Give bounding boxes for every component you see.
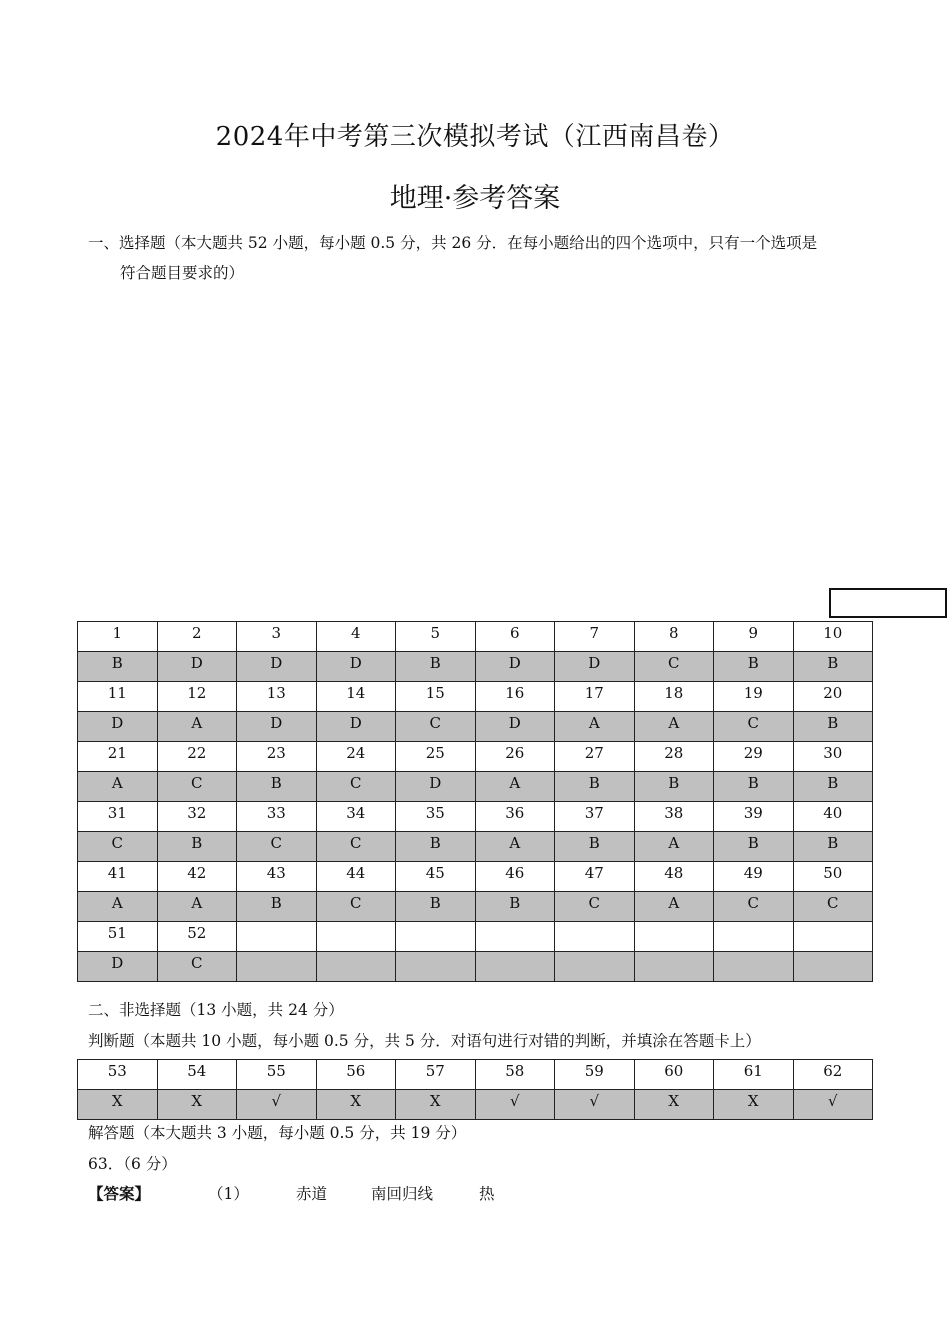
question-63-answer	[88, 1182, 495, 1204]
table-cell: 21	[78, 742, 158, 772]
table-cell: D	[316, 652, 396, 682]
table-cell: 9	[714, 622, 794, 652]
table-cell: A	[555, 712, 635, 742]
table-cell: C	[714, 712, 794, 742]
table-cell: 20	[793, 682, 873, 712]
answer-row	[78, 892, 873, 922]
table-cell: 49	[714, 862, 794, 892]
table-cell: 26	[475, 742, 555, 772]
section2-heading: 二、非选择题（13 小题，共 24 分）	[88, 1001, 344, 1019]
table-cell: C	[316, 892, 396, 922]
table-cell: B	[714, 652, 794, 682]
table-cell: 53	[78, 1060, 158, 1090]
table-cell: C	[78, 832, 158, 862]
table-cell: A	[634, 832, 714, 862]
table-cell: 48	[634, 862, 714, 892]
table-cell	[475, 952, 555, 982]
judge-heading: 判断题（本题共 10 小题，每小题 0.5 分，共 5 分．对语句进行对错的判断，并填涂在答题卡上）	[88, 1032, 761, 1050]
table-cell: 25	[396, 742, 476, 772]
table-cell	[316, 952, 396, 982]
table-cell: 42	[157, 862, 237, 892]
question-number-row	[78, 922, 873, 952]
table-cell: X	[714, 1090, 794, 1120]
table-cell: D	[237, 652, 317, 682]
table-cell: 34	[316, 802, 396, 832]
table-cell: C	[396, 712, 476, 742]
judge-answer-table	[77, 1059, 873, 1120]
table-cell: B	[793, 712, 873, 742]
table-cell: 29	[714, 742, 794, 772]
table-cell	[475, 922, 555, 952]
table-cell: X	[396, 1090, 476, 1120]
blank-box	[829, 588, 947, 618]
table-cell: 44	[316, 862, 396, 892]
table-cell: 17	[555, 682, 635, 712]
question-number-row	[78, 802, 873, 832]
table-cell: C	[555, 892, 635, 922]
table-cell: 36	[475, 802, 555, 832]
table-cell: 60	[634, 1060, 714, 1090]
table-cell: C	[316, 832, 396, 862]
table-cell: 8	[634, 622, 714, 652]
table-cell	[555, 952, 635, 982]
table-cell: 39	[714, 802, 794, 832]
table-cell: D	[555, 652, 635, 682]
table-cell: C	[316, 772, 396, 802]
table-cell: 32	[157, 802, 237, 832]
table-cell: 30	[793, 742, 873, 772]
answer-label: 【答案】	[88, 1184, 151, 1203]
table-cell: B	[237, 772, 317, 802]
table-cell: 19	[714, 682, 794, 712]
table-cell: 28	[634, 742, 714, 772]
table-cell: 35	[396, 802, 476, 832]
table-cell: A	[634, 892, 714, 922]
answer-row	[78, 712, 873, 742]
table-cell: √	[555, 1090, 635, 1120]
answer-row	[78, 652, 873, 682]
table-cell: 40	[793, 802, 873, 832]
table-cell: B	[237, 892, 317, 922]
answer-row	[78, 772, 873, 802]
table-cell	[316, 922, 396, 952]
table-cell: 4	[316, 622, 396, 652]
question-number-row	[78, 682, 873, 712]
table-cell: D	[396, 772, 476, 802]
table-cell: 59	[555, 1060, 635, 1090]
table-cell: B	[793, 652, 873, 682]
solve-heading: 解答题（本大题共 3 小题，每小题 0.5 分，共 19 分）	[88, 1124, 467, 1142]
table-cell: B	[555, 832, 635, 862]
section1-instructions	[88, 228, 878, 288]
table-cell: D	[157, 652, 237, 682]
table-cell: 11	[78, 682, 158, 712]
table-cell: A	[78, 772, 158, 802]
table-cell: 46	[475, 862, 555, 892]
answer-part: （1）	[208, 1185, 249, 1203]
table-cell	[555, 922, 635, 952]
table-cell: 51	[78, 922, 158, 952]
question-number-row	[78, 862, 873, 892]
table-cell: 62	[793, 1060, 873, 1090]
table-cell: A	[475, 772, 555, 802]
table-cell: 56	[316, 1060, 396, 1090]
table-cell: A	[475, 832, 555, 862]
table-cell	[237, 952, 317, 982]
table-cell: A	[157, 892, 237, 922]
table-cell: D	[237, 712, 317, 742]
table-cell: X	[157, 1090, 237, 1120]
question-number-row	[78, 742, 873, 772]
judge-number-row	[78, 1060, 873, 1090]
table-cell	[396, 922, 476, 952]
table-cell	[793, 952, 873, 982]
table-cell: X	[78, 1090, 158, 1120]
table-cell	[634, 952, 714, 982]
question-number-row	[78, 622, 873, 652]
table-cell: 15	[396, 682, 476, 712]
table-cell: √	[793, 1090, 873, 1120]
section1-line2: 符合题目要求的）	[120, 264, 245, 282]
table-cell: C	[634, 652, 714, 682]
table-cell: A	[634, 712, 714, 742]
table-cell: B	[78, 652, 158, 682]
table-cell: 43	[237, 862, 317, 892]
table-cell: B	[714, 832, 794, 862]
table-cell: X	[634, 1090, 714, 1120]
table-cell: 7	[555, 622, 635, 652]
table-cell: B	[793, 772, 873, 802]
table-cell: 38	[634, 802, 714, 832]
table-cell: A	[78, 892, 158, 922]
table-cell: 18	[634, 682, 714, 712]
table-cell: 52	[157, 922, 237, 952]
table-cell: D	[316, 712, 396, 742]
table-cell: D	[475, 652, 555, 682]
table-cell: 41	[78, 862, 158, 892]
table-cell: 10	[793, 622, 873, 652]
table-cell: B	[396, 652, 476, 682]
table-cell: 27	[555, 742, 635, 772]
table-cell	[237, 922, 317, 952]
table-cell: 6	[475, 622, 555, 652]
answer-1: 赤道	[296, 1185, 328, 1203]
table-cell: 5	[396, 622, 476, 652]
table-cell: 3	[237, 622, 317, 652]
section1-line1: 一、选择题（本大题共 52 小题，每小题 0.5 分，共 26 分．在每小题给出的四个选项中，只有一个选项是	[88, 234, 818, 252]
table-cell: D	[78, 952, 158, 982]
table-cell: B	[714, 772, 794, 802]
table-cell: 22	[157, 742, 237, 772]
answer-3: 热	[479, 1185, 495, 1203]
judge-answer-row	[78, 1090, 873, 1120]
table-cell: 55	[237, 1060, 317, 1090]
table-cell	[396, 952, 476, 982]
table-cell: 58	[475, 1060, 555, 1090]
table-cell: 33	[237, 802, 317, 832]
table-cell: C	[237, 832, 317, 862]
page-title: 2024年中考第三次模拟考试（江西南昌卷）	[215, 122, 735, 152]
table-cell: B	[157, 832, 237, 862]
table-cell	[793, 922, 873, 952]
table-cell: 37	[555, 802, 635, 832]
table-cell: B	[396, 832, 476, 862]
table-cell: 12	[157, 682, 237, 712]
page-subtitle: 地理·参考答案	[389, 183, 561, 214]
table-cell: B	[634, 772, 714, 802]
table-cell: C	[157, 772, 237, 802]
table-cell: A	[157, 712, 237, 742]
table-cell: C	[714, 892, 794, 922]
table-cell: 31	[78, 802, 158, 832]
table-cell: C	[157, 952, 237, 982]
table-cell: 14	[316, 682, 396, 712]
table-cell: 61	[714, 1060, 794, 1090]
table-cell: D	[475, 712, 555, 742]
table-cell	[714, 952, 794, 982]
table-cell: √	[475, 1090, 555, 1120]
table-cell: B	[555, 772, 635, 802]
table-cell: 47	[555, 862, 635, 892]
table-cell: D	[78, 712, 158, 742]
table-cell: √	[237, 1090, 317, 1120]
table-cell: B	[475, 892, 555, 922]
multiple-choice-answer-table	[77, 621, 873, 982]
table-cell: C	[793, 892, 873, 922]
table-cell: B	[396, 892, 476, 922]
answer-row	[78, 952, 873, 982]
table-cell: 1	[78, 622, 158, 652]
table-cell: 45	[396, 862, 476, 892]
table-cell	[714, 922, 794, 952]
table-cell: 23	[237, 742, 317, 772]
table-cell	[634, 922, 714, 952]
table-cell: 24	[316, 742, 396, 772]
answer-2: 南回归线	[371, 1185, 434, 1203]
question-63-label: 63．（6 分）	[88, 1155, 177, 1173]
table-cell: 57	[396, 1060, 476, 1090]
table-cell: 50	[793, 862, 873, 892]
table-cell: X	[316, 1090, 396, 1120]
table-cell: 54	[157, 1060, 237, 1090]
table-cell: 13	[237, 682, 317, 712]
table-cell: 2	[157, 622, 237, 652]
table-cell: B	[793, 832, 873, 862]
answer-row	[78, 832, 873, 862]
table-cell: 16	[475, 682, 555, 712]
